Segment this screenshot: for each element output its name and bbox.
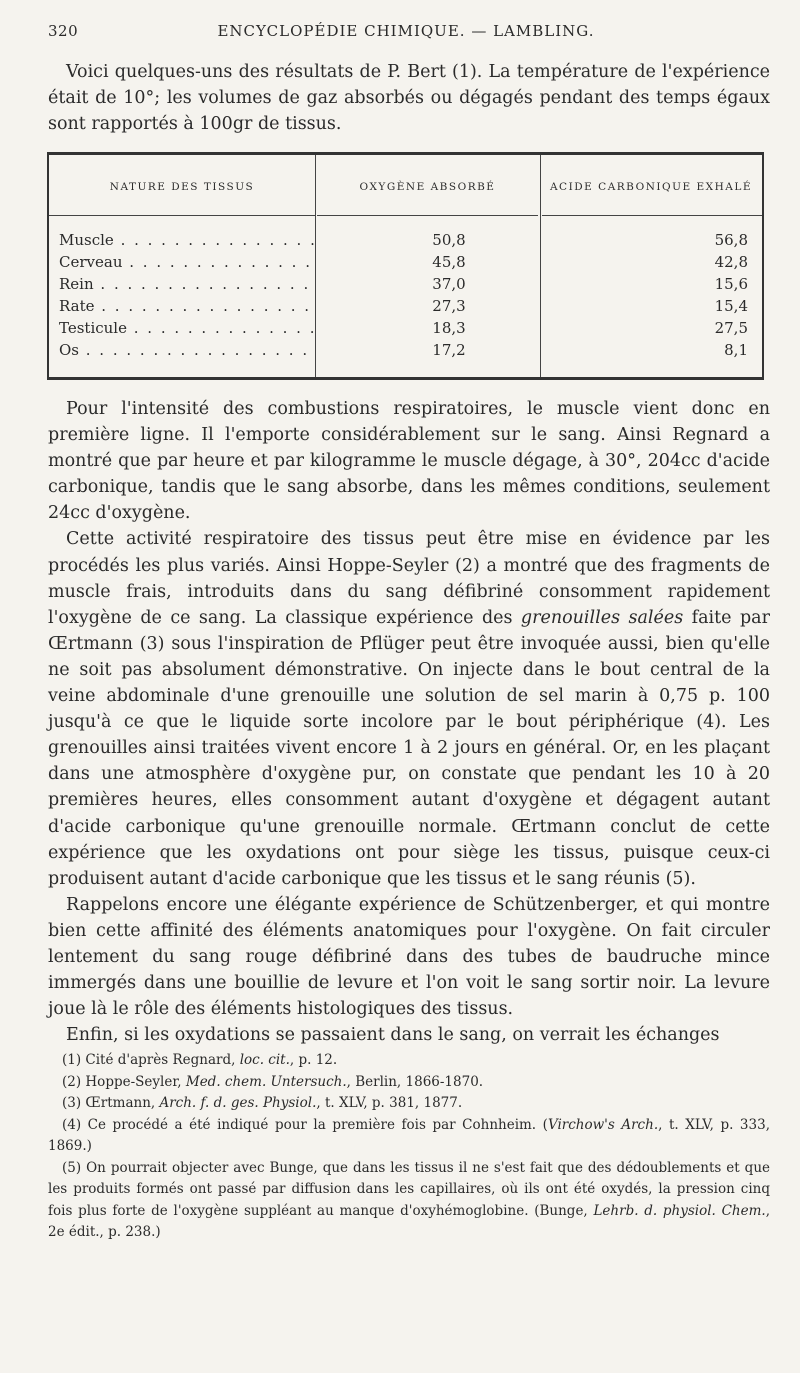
text-run: (1) Cité d'après Regnard,: [62, 1052, 240, 1068]
table-row: [49, 231, 762, 253]
tissue-name: Testicule . . .: [59, 319, 314, 337]
emphasis: grenouilles salées: [520, 607, 684, 628]
oxygen-value: 27,3: [432, 297, 466, 315]
emphasis: Lehrb. d. physiol. Chem.: [593, 1202, 766, 1219]
table-row: [49, 253, 762, 275]
header-tissue: NATURE DES TISSUS: [109, 181, 255, 193]
text-run: , t. XLV, p. 381, 1877.: [316, 1095, 463, 1111]
text-run: , p. 12.: [289, 1052, 338, 1068]
text-run: (5) On pourrait objecter avec Bunge, que dans les tissus il ne s'est fait que des dédoublements et que les produits formés ont passé par diffusion dans les capillaires, où ils ont été oxydés, la pression cinq fois plus forte de l'oxygène suppléant au manque d'oxyhémoglobine. (Bunge,: [48, 1159, 770, 1219]
table-row: [49, 341, 762, 363]
header-co2: ACIDE CARBONIQUE EXHALÉ: [549, 181, 753, 193]
text-run: faite par Œrtmann (3) sous l'inspiration de Pflüger peut être invoquée aussi, bien qu'elle ne soit pas absolument démonstrative. On injecte dans le bout central de la veine abdominale d'une grenouille une solution de sel marin à 0,75 p. 100 jusqu'à ce que le liquide sorte incolore par le bout périphérique (4). Les grenouilles ainsi traitées vivent encore 1 à 2 jours en général. Or, en les plaçant dans une atmosphère d'oxygène pur, on constate que pendant les 10 à 20 premières heures, elles consomment autant d'oxygène et dégagent autant d'acide carbonique qu'une grenouille normale. Œrtmann conclut de cette expérience que les oxydations ont pour siège les tissus, puisque ceux-ci produisent autant d'acide carbonique que les tissus et le sang réunis (5).: [48, 607, 770, 889]
co2-value: 8,1: [724, 341, 748, 359]
page-header: [48, 22, 764, 46]
header-oxygen: OXYGÈNE ABSORBÉ: [359, 181, 496, 193]
table-row: [49, 319, 762, 341]
tissue-name: Rate . . .: [59, 297, 314, 315]
footnotes: [48, 1050, 770, 1244]
footnote: [48, 1093, 770, 1115]
tissue-name: Cerveau . . .: [59, 253, 314, 271]
header-rule: [317, 215, 538, 216]
emphasis: Virchow's Arch.: [547, 1116, 659, 1133]
footnote: [48, 1115, 770, 1158]
header-rule: [49, 215, 315, 216]
oxygen-value: 17,2: [432, 341, 466, 359]
text-run: (4) Ce procédé a été indiqué pour la première fois par Cohnheim. (: [62, 1116, 548, 1133]
page-number: 320: [48, 22, 79, 40]
oxygen-value: 18,3: [432, 319, 466, 337]
text-run: (3) Œrtmann,: [62, 1095, 160, 1111]
tissue-name: Rein . . .: [59, 275, 314, 293]
oxygen-value: 37,0: [432, 275, 466, 293]
emphasis: loc. cit.: [239, 1052, 290, 1068]
oxygen-value: 50,8: [432, 231, 466, 249]
emphasis: Med. chem. Untersuch.: [185, 1073, 347, 1090]
table-row: [49, 297, 762, 319]
tissue-name: Os . . .: [59, 341, 314, 359]
paragraph: Enfin, si les oxydations se passaient dans le sang, on verrait les échanges: [66, 1025, 720, 1046]
co2-value: 15,6: [714, 275, 748, 293]
table-row: [49, 275, 762, 297]
running-title: ENCYCLOPÉDIE CHIMIQUE. — LAMBLING.: [217, 22, 595, 40]
main-text: [48, 396, 770, 1048]
footnote: [48, 1158, 770, 1244]
table-body: [49, 231, 762, 363]
co2-value: 56,8: [714, 231, 748, 249]
results-table: [47, 152, 764, 380]
text-run: , t. XLV, p. 333, 1869.): [48, 1116, 770, 1154]
footnote: [48, 1050, 770, 1072]
text-run: , Berlin, 1866-1870.: [346, 1073, 484, 1090]
oxygen-value: 45,8: [432, 253, 466, 271]
intro-paragraph: Voici quelques-uns des résultats de P. Bert (1). La température de l'expérience était de 10°; les volumes de gaz absorbés ou dégagés pendant des temps égaux sont rapportés à 100gr de tissus.: [48, 62, 770, 134]
emphasis: Arch. f. d. ges. Physiol.: [159, 1095, 317, 1111]
co2-value: 42,8: [714, 253, 748, 271]
co2-value: 15,4: [714, 297, 748, 315]
tissue-name: Muscle . . .: [59, 231, 314, 249]
header-rule: [542, 215, 762, 216]
text-run: Cette activité respiratoire des tissus peut être mise en évidence par les procédés les plus variés. Ainsi Hoppe-Seyler (2) a montré que des fragments de muscle frais, introduits dans du sang défibriné consomment rapidement l'oxygène de ce sang. La classique expérience des: [48, 529, 770, 628]
footnote: [48, 1072, 770, 1094]
text-run: (2) Hoppe-Seyler,: [62, 1073, 186, 1090]
co2-value: 27,5: [714, 319, 748, 337]
paragraph: Pour l'intensité des combustions respiratoires, le muscle vient donc en première ligne. Il l'emporte considérablement sur le sang. Ainsi Regnard a montré que par heure et par kilogramme le muscle dégage, à 30°, 204cc d'acide carbonique, tandis que le sang absorbe, dans les mêmes conditions, seulement 24cc d'oxygène.: [48, 399, 770, 524]
paragraph: Rappelons encore une élégante expérience de Schützenberger, et qui montre bien cette affinité des éléments anatomiques pour l'oxygène. On fait circuler lentement du sang rouge défibriné dans des tubes de baudruche mince immergés dans une bouillie de levure et l'on voit le sang sortir noir. La levure joue là le rôle des éléments histologiques des tissus.: [48, 894, 770, 1020]
text-run: , 2e édit., p. 238.): [48, 1202, 770, 1240]
paragraph: [48, 526, 770, 891]
